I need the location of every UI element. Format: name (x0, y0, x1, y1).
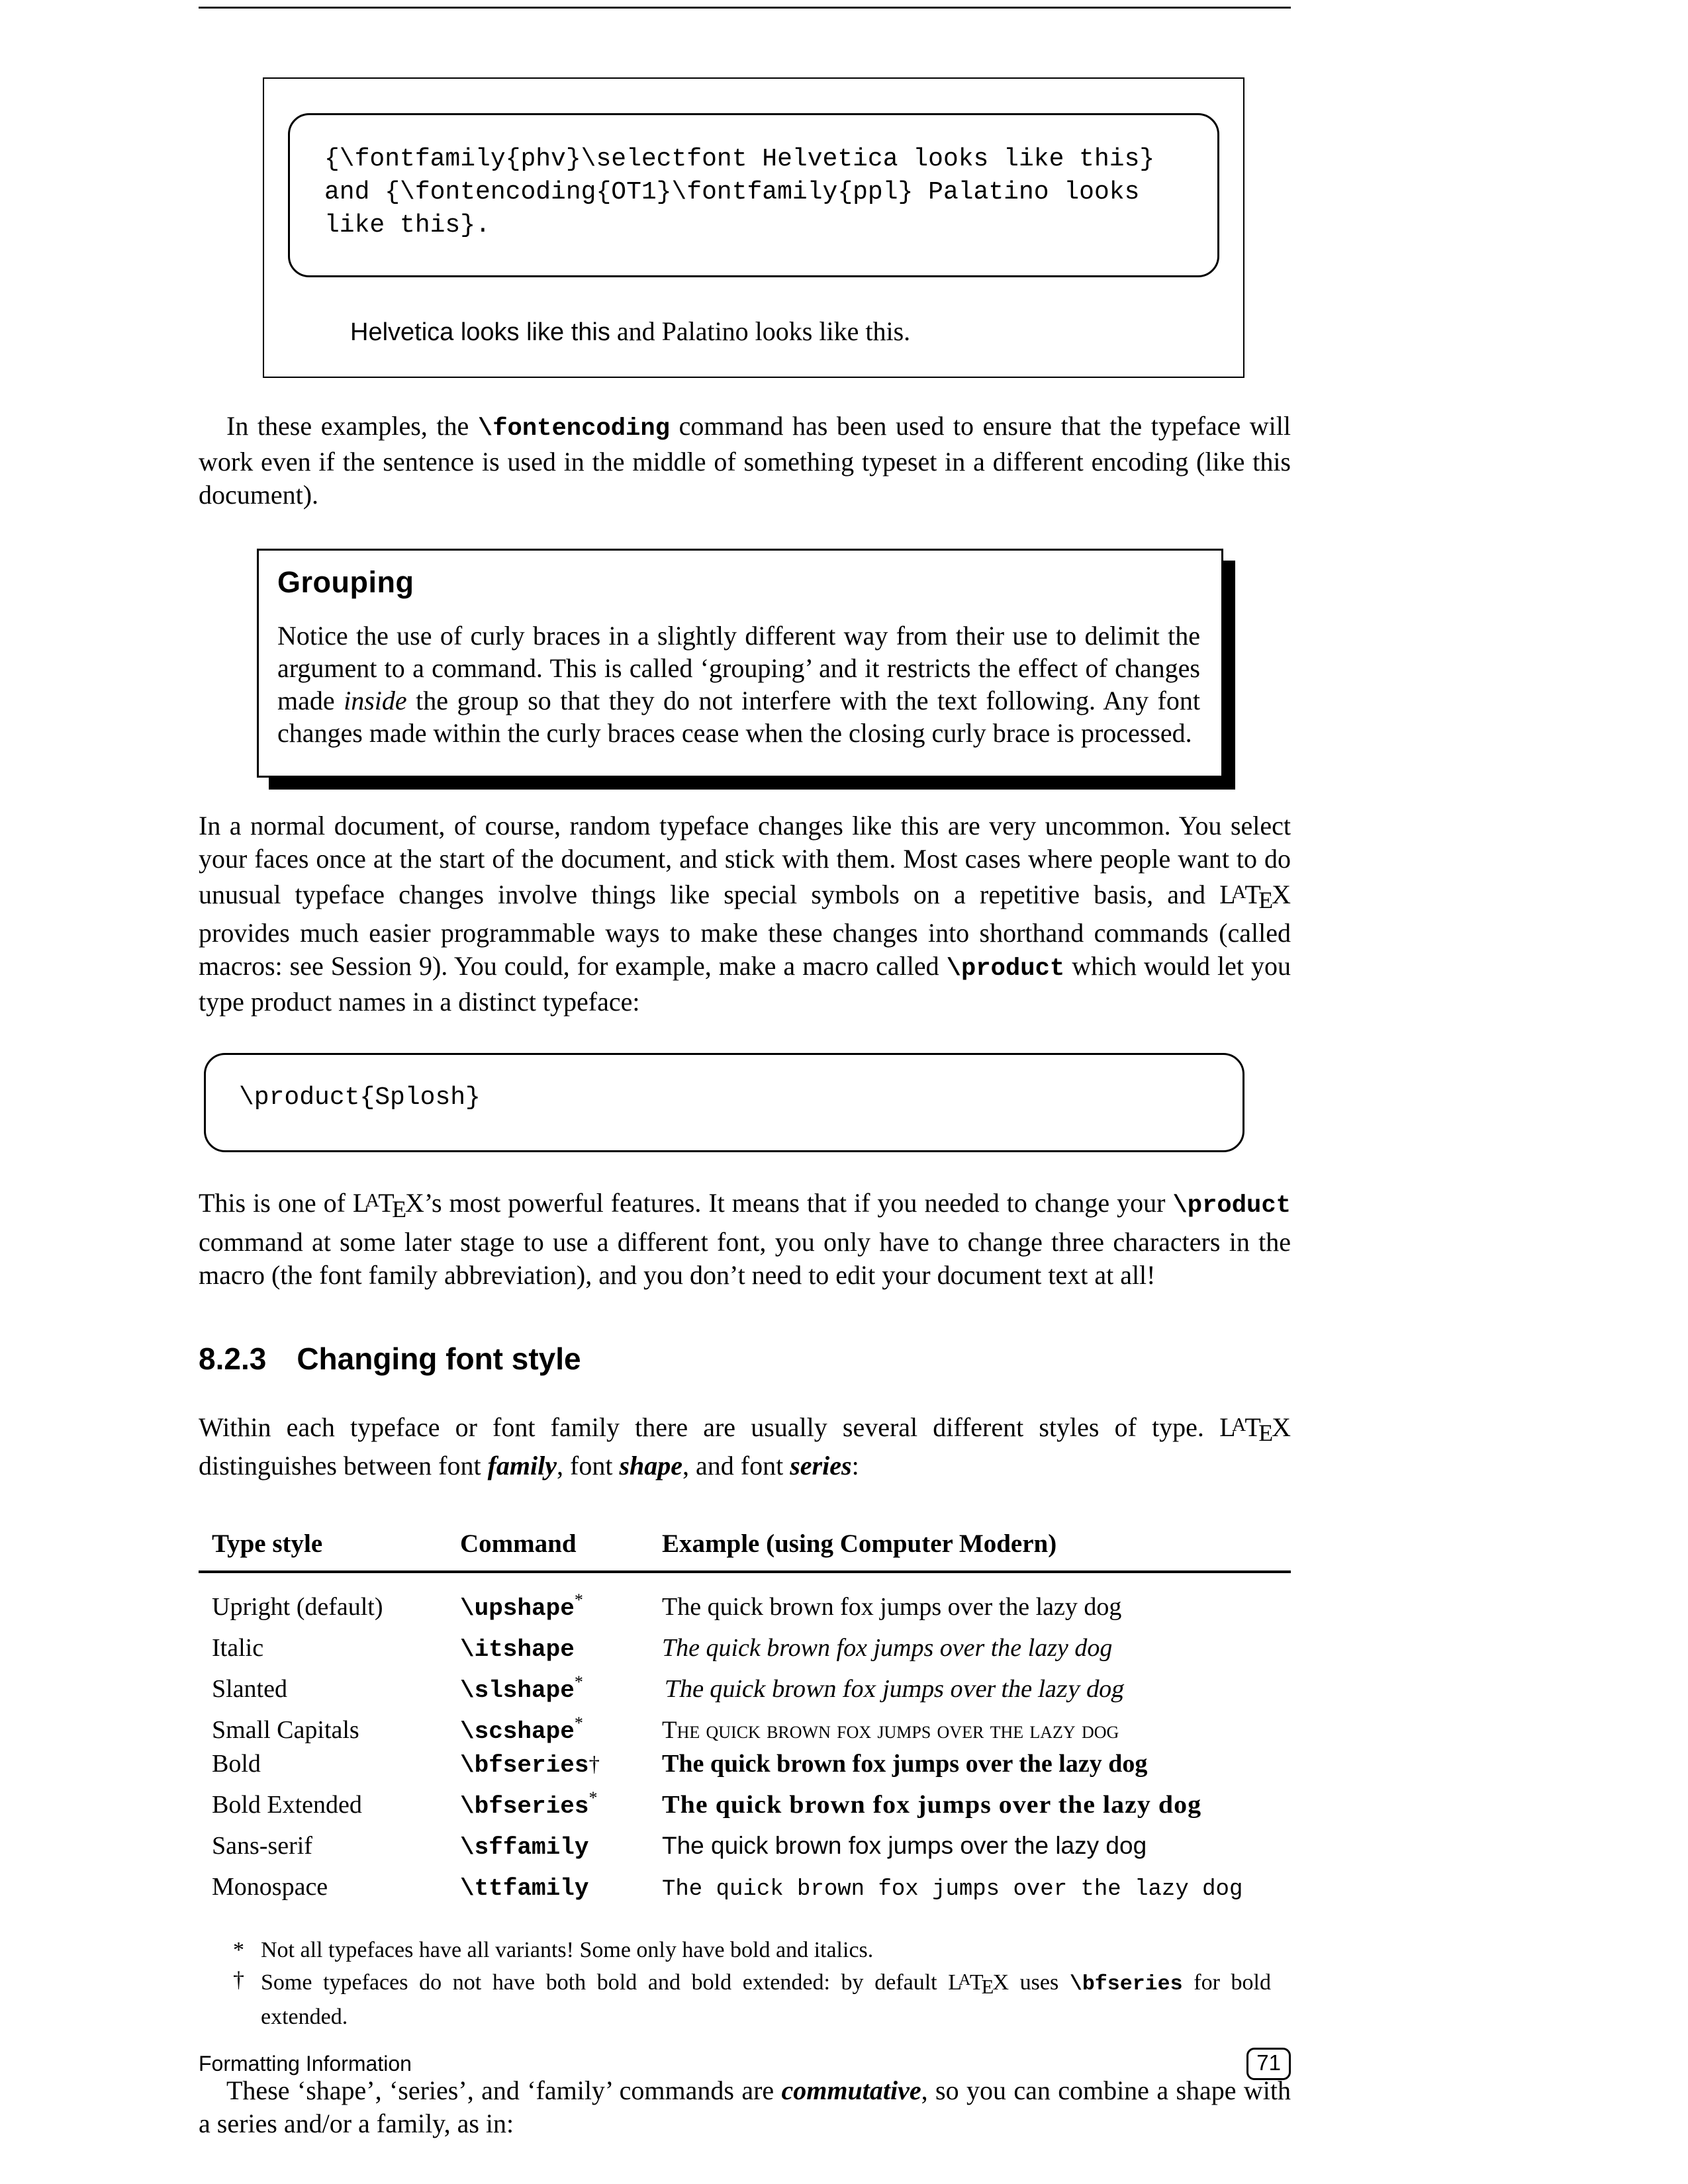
command-text: \upshape (460, 1594, 575, 1622)
example-cell: The quick brown fox jumps over the lazy dog (662, 1716, 1119, 1744)
type-style-table (212, 1529, 1291, 1906)
footnote-text: Some typefaces do not have both bold and bold extended: by default $L^ATEX$ uses \bfseries for bold extended. (261, 1970, 1271, 2029)
command-text: \bfseries (460, 1792, 589, 1820)
figure-output-line: Helvetica looks like this and Palatino looks like this. (350, 316, 911, 346)
header-rule (199, 7, 1291, 9)
code-line: like this}. (324, 211, 491, 240)
footnote-marker-star: * (233, 1937, 244, 1962)
table-header-example: Example (using Computer Modern) (662, 1529, 1057, 1558)
command-cell (460, 1584, 662, 1625)
paragraph-powerful-features: This is one of $L^ATEX’s$ most powerful features. It means that if you needed to change your \product command at some later stage to use a different font, you only have to change three characters in the macro (the font family abbreviation), and you don’t need to edit your document text at all! (199, 1188, 1291, 1290)
command-cell (460, 1864, 662, 1905)
paragraph-fontencoding: In these examples, the \fontencoding command has been used to ensure that the typeface will work even if the sentence is used in the middle of something typeset in a different encoding (like this document). (199, 411, 1291, 510)
footnote-marker-star: * (574, 1590, 583, 1610)
table-header-command: Command (460, 1529, 577, 1558)
code-line: \product{Splosh} (239, 1083, 481, 1113)
table-header-type-style: Type style (212, 1529, 323, 1558)
command-text: \ttfamily (460, 1874, 589, 1902)
type-style-cell: Sans-serif (212, 1831, 312, 1860)
example-cell: The quick brown fox jumps over the lazy dog (662, 1633, 1113, 1662)
paragraph-commutative: These ‘shape’, ‘series’, and ‘family’ commands are commutative, so you can combine a shape with a series and/or a family, as in: (199, 2075, 1291, 2138)
command-cell (460, 1625, 662, 1666)
footnote-marker-dagger: † (588, 1752, 600, 1776)
page-number-badge: 71 (1246, 2048, 1291, 2080)
table-footnotes (233, 1935, 1291, 2032)
footnote-marker-dagger: † (233, 1967, 244, 1992)
type-style-cell: Bold (212, 1749, 261, 1778)
command-text: \scshape (460, 1717, 575, 1745)
section-title: Changing font style (297, 1341, 581, 1376)
command-cell (460, 1749, 662, 1782)
grouping-box (257, 549, 1223, 778)
example-cell: The quick brown fox jumps over the lazy dog (662, 1674, 1127, 1703)
code-line: {\fontfamily{phv}\selectfont Helvetica looks like this} (324, 145, 1155, 173)
fontfamily-code-box (288, 113, 1219, 277)
section-number: 8.2.3 (199, 1341, 267, 1376)
command-cell (460, 1823, 662, 1864)
footer-title: Formatting Information (199, 2052, 412, 2075)
example-cell: The quick brown fox jumps over the lazy dog (662, 1876, 1243, 1902)
page-content (199, 7, 1291, 2140)
type-style-cell: Slanted (212, 1674, 287, 1703)
command-text: \sffamily (460, 1833, 589, 1861)
page-footer (199, 2048, 1291, 2080)
type-style-cell: Upright (default) (212, 1592, 383, 1621)
type-style-cell: Bold Extended (212, 1790, 362, 1819)
command-text: \slshape (460, 1676, 575, 1704)
example-cell: The quick brown fox jumps over the lazy dog (662, 1790, 1202, 1819)
footnote (233, 1935, 1291, 1965)
paragraph-within-typeface: Within each typeface or font family there are usually several different styles of type. $L^ATEX$ distinguishes between font family, font shape, and font series: (199, 1412, 1291, 1480)
type-style-cell: Monospace (212, 1872, 328, 1901)
type-style-cell: Small Capitals (212, 1715, 359, 1744)
command-text: \itshape (460, 1635, 575, 1663)
code-line: and {\fontencoding{OT1}\fontfamily{ppl} Palatino looks (324, 178, 1140, 206)
grouping-title: Grouping (277, 565, 414, 599)
command-cell (460, 1707, 662, 1748)
command-cell (460, 1666, 662, 1707)
footnote-marker-star: * (574, 1713, 583, 1733)
section-heading (199, 1341, 1291, 1377)
grouping-body-text: Notice the use of curly braces in a slightly different way from their use to delimit the argument to a command. This is called ‘grouping’ and it restricts the effect of changes made inside the group so that they do not interfere with the text following. Any font changes made within the curly braces cease when the closing curly brace is processed. (277, 621, 1200, 748)
footnote (233, 1965, 1291, 2032)
footnote-text: Not all typefaces have all variants! Some only have bold and italics. (261, 1937, 874, 1962)
example-cell: The quick brown fox jumps over the lazy dog (662, 1592, 1122, 1621)
footnote-marker-star: * (574, 1672, 583, 1692)
footnote-marker-star: * (588, 1788, 598, 1807)
type-style-cell: Italic (212, 1633, 264, 1662)
command-text: \bfseries (460, 1751, 589, 1779)
paragraph-normal-document: In a normal document, of course, random typeface changes like this are very uncommon. You select your faces once at the start of the document, and stick with them. Most cases where people want to do unusual typeface changes involve things like special symbols on a repetitive basis, and $L^ATEX$ provides much easier programmable ways to make these changes into shorthand commands (called macros: see Session 9). You could, for example, make a macro called \product which would let you type product names in a distinct typeface: (199, 811, 1291, 1017)
table-header-rule (199, 1570, 1291, 1573)
example-cell: The quick brown fox jumps over the lazy dog (662, 1831, 1147, 1859)
example-cell: The quick brown fox jumps over the lazy dog (662, 1749, 1148, 1778)
product-code-box (204, 1053, 1244, 1152)
command-cell (460, 1782, 662, 1823)
font-example-figure (263, 77, 1244, 378)
